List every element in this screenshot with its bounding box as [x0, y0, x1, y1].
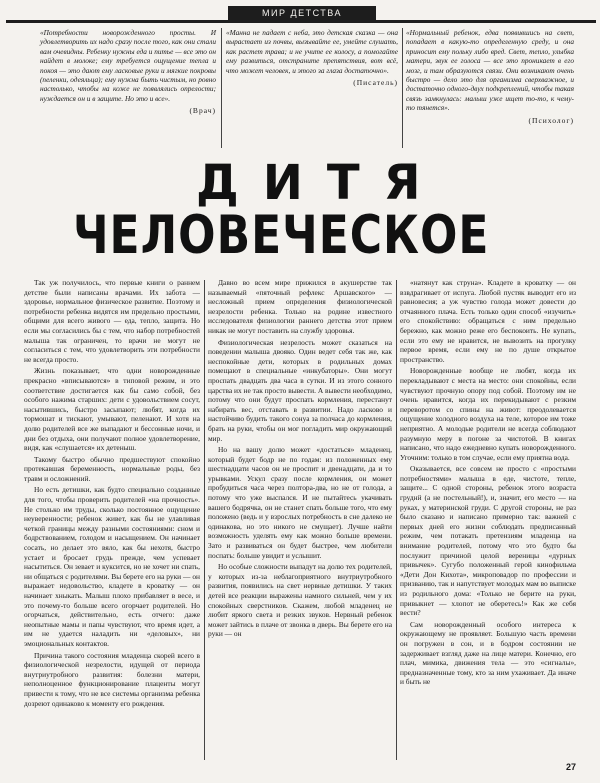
article-paragraph: Так уж получилось, что первые книги о раннем детстве были написаны врачами. Их забота — здоровье, нормальное физическое развитие. Поэтому и потребности ребенка видятся им предельно простыми, общими для всего живого — еда, тепло, защита. Но если мы согласились бы с тем, что набор потребностей малыша так ограничен, то врачи не могут не согласиться с тем, что удовлетворить эти потребности не всегда просто. — [24, 278, 200, 364]
epigraph-doctor — [40, 28, 216, 116]
article-paragraph: Давно во всем мире прижился в акушерстве так называемый «пяточный рефлекс Аршавского» — несложный прием определения физиологической незрелости ребенка. Только на родине известного исследователя физиологии раннего детства этот прием никак не могут поставить на службу здоровья. — [208, 278, 392, 335]
quote-divider-2 — [402, 28, 403, 148]
article-paragraph: Сам новорожденный особого интереса к окружающему не проявляет. Большую часть времени он погружен в сон, и в бодром состоянии не задерживает взгляд даже на лице матери. Конечно, его плач, мимика, движения тела — это «сигналы», предназначенные тому, кто за ним ухаживает. Да иначе и быть не — [400, 619, 576, 687]
article-paragraph: Физиологическая незрелость может сказаться на поведении малыша двояко. Один ведет себя так же, как неспокойные дети, которых в родильных домах помещают в специальные «инкубаторы». Они могут проспать двадцать два часа в сутки. И из этого сонного царства их не так просто вывести. А вывести необходимо, потому что они будут проспать кормления, перестанут набирать вес, отставать в развитии. Надо ласково и настойчиво будить такого сонуа за полчаса до кормления, брать на руки, чтобы он мог погладить мир окружающий мир. — [208, 337, 392, 443]
epigraph-doctor-text: «Потребности новорожденного просты. И удовлетворить их надо сразу после того, как они стали вам очевидны. Ребенку нужны еда и питье — все это он найдет в молоке; ему требуется ощущение тепла и покоя — это дают ему ласковые руки и мягкие покровы (пеленки, одеяльца); ему нужна быть чистым, но ровно настолько, чтобы на коже не появлялись опрелости; нуждается он и в защите. Но это и все». — [40, 28, 216, 103]
epigraph-psychologist-text: «Нормальный ребенок, едва появившись на свет, попадает в какую-то определенную среду, и она приносит ему польку либо вред. Свет, тепло, улыбка матери, звук ее голоса — все это проникает в его мозг, и там образуются связи. Они возникают очень быстро — дело это для организма сверхважное, и достаточно одного-двух подкреплений, чтобы такая связь замкнулась: малыш уже ищет то-то, к чему-то тянется». — [406, 28, 574, 113]
title-line-2: ЧЕЛОВЕЧЕСКОЕ — [73, 205, 490, 267]
article-paragraph: Жизнь показывает, что одни новорожденные прекрасно «вписываются» в типовой режим, и это соответствие достигается как бы само собой, без особого нажима старших: дети с удовольствием сосут, насытившись, быстро засыпают; любят, когда их тормошат и тискают, умывают, пеленают. И хотя на долю родителей все же выпадают и бессонные ночи, и дни без отдыха, они получают полное удовлетворение, видя, как «слушается» их детеныш. — [24, 366, 200, 453]
epigraph-writer-author: (Писатель) — [353, 78, 398, 88]
quote-divider-1 — [221, 28, 222, 148]
section-banner: МИР ДЕТСТВА — [228, 6, 376, 20]
article-paragraph: «натянут как струна». Кладете в кроватку — он взвдрагивает от испуга. Любой пустяк выводит его из равновесия; а уж чувство голода может довести до отчаянного плача. Есть только один способ «изучить» его спокойствию: обращаться с ним предельно бережно, как можно реже его беспокоить. Не купать, если это ему не нравится, не вывозить на прогулку первое время, если ему не по душе открытое пространство. — [400, 278, 576, 364]
article-paragraph: Такому быстро обычно предшествуют спокойно протекавшая беременность, нормальные роды, без травм и осложнений. — [24, 454, 200, 483]
article-column-2 — [208, 278, 392, 763]
column-divider-2 — [396, 280, 397, 760]
epigraph-psychologist-author: (Психолог) — [528, 115, 574, 125]
epigraph-writer — [226, 28, 398, 87]
top-rule — [6, 20, 596, 23]
epigraph-doctor-author: (Врач) — [189, 106, 216, 116]
article-column-1 — [24, 278, 200, 763]
column-divider-1 — [204, 280, 205, 760]
epigraph-writer-text: «Манна не падает с неба, это детская сказка — она вырастает из почвы, вызывайте ее, умейте слушать, как растет трава; и не учите ее колосу, а помогайте ему развиться, отстраните препятствия, вот всё, что может человек, и этого за глаза достаточно». — [226, 28, 398, 75]
epigraph-psychologist — [406, 28, 574, 125]
article-paragraph: Причина такого состояния младенца скорей всего в физиологической незрелости, идущей от периода внутриутробного развития: болезни матери, неполноценное функционирование плаценты могут привести к тому, что не все системы организма ребенка дозреют одинаково к моменту его рождения. — [24, 650, 200, 708]
article-paragraph: Оказывается, все совсем не просто с «простыми потребностями» малыша в еде, чистоте, тепле, защите... С одной стороны, ребенок этого возраста груднй (а не постельный!), и, значит, его место — на руках, у материнской груди. С другой стороны, не раз было сказано и написано примерно так: важней с первых дней его жизни соблюдать предписанный режим, чем потакать претензиям младенца на внимание родителей, потому что это будто бы послужит причиной целой вереницы «дурных привычек». Сугубо положенный герой кинофильма «Дети Дон Кихота», микроповадор по профессии и призванию, так и напутствует молодых мам во выписке из родильного дома: «Только не берите на руки, привыкнет — хлопот не оберетесь!» Как же себя вести? — [400, 464, 576, 618]
article-column-3 — [400, 278, 576, 763]
page-number: 27 — [566, 762, 577, 772]
article-paragraph: Новорожденные вообще не любят, когда их перекладывают с места на место: они спокойны, если чувствуют прочную опору под собой. Поэтому им не очень нравится, когда их перекидывают с резким переворотом со спины на живот: преодолевается ощущение холодного воздуха на теле, которое им тоже неприятно. А молодые родители не всегда соблюдают разумную меру в погоне за чистотой. В книгах написано, что надо ежедневно купать новорожденного. Угочним: только в том случае, если ему приятна вода. — [400, 366, 576, 462]
title-line-1: ДИТЯ — [196, 155, 445, 211]
article-paragraph: Но есть детишки, как будто специально созданные для того, чтобы проверить родителей «на прочность». Не столько им труды, сколько постоянное ощущение неуверенности; ребенок живет, как бы не улавливая четкой границы между разными состояниями: сном и бодрствованием, голодом и насыщением. Он начинает сосать, но делает это вяло, как бы нехотя, быстро устает и бросает грудь прежде, чем успевает насытиться. Он зевает и куксится, но не хочет ни спать, ни общаться с родителями. Вы берете его на руки — он выражает недовольство, кладете в кроватку — он начинает хныкать. Малыш плохо прибавляет в весе, и это почему-то больше всего огорчает родителей. Но огорчаться, действительно, есть отчего: даже неопытные мамы и папы чувствуют, что время идет, а им не удается наладить ни «деловых», ни эмоциональных контактов. — [24, 485, 200, 648]
article-paragraph: Но особые сложности выпадут на долю тех родителей, у которых из-за неблагоприятного внутриутробного развития, появились на свет нервные детишки. У таких детей все реакции выражены намного сильней, чем у их спокойных сверстников. Скажем, любой младенец не любит яркого света и резких звуков. Нервный ребенок может зайтись в плаче от звонка в дверь. Вы берете его на руки — он — [208, 562, 392, 639]
article-paragraph: Но на вашу долю может «достаться» младенец, который будет бодр не по годам: из положенных ему шестнадцати часов он не проспит и двенадцати, да и то урывками. Ускул сразу после кормления, он может пробудиться часа через полтора-два, но не от голода, а потому что уже выспался. И не пытайтесь укачивать вашего бодрячка, он не станет спать больше того, что ему положено (ведь и у взрослых потребность в сне далеко не одинакова, но это никого не смущает). Лучше найти возможность уделять ему как можно больше времени. Зато и развиваться он будет быстрее, чем любители поспать: больше увидит и услышит. — [208, 445, 392, 560]
